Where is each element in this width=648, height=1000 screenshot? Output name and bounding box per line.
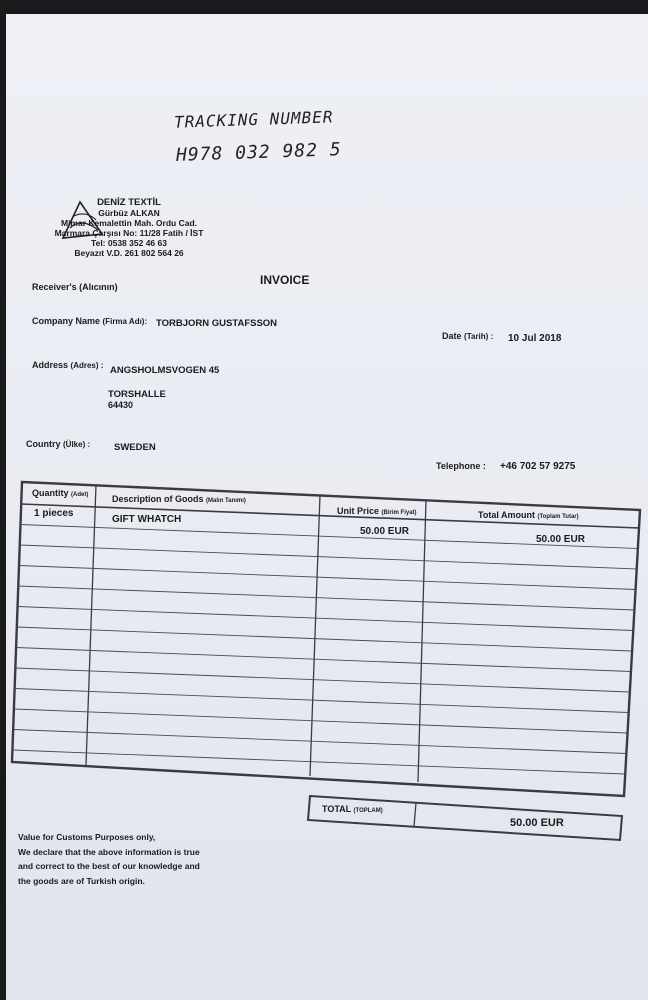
company-name: DENİZ TEXTİL [97, 197, 161, 208]
total-label: TOTAL (TOPLAM) [322, 804, 383, 814]
row-1-unit-price: 50.00 EUR [360, 526, 409, 537]
handwritten-tracking-label: TRACKING NUMBER [173, 107, 334, 132]
header-total-amount: Total Amount (Toplam Tutar) [478, 510, 579, 520]
company-phone: Tel: 0538 352 46 63 [91, 238, 167, 248]
date-label: Date (Tarih) : [442, 331, 494, 341]
handwritten-tracking-number: H978 032 982 5 [175, 139, 343, 166]
address-line-3: 64430 [108, 400, 134, 410]
company-name-label: Company Name (Firma Adı): [32, 316, 148, 326]
receiver-label: Receiver's (Alıcının) [32, 282, 118, 292]
declaration-line-4: the goods are of Turkish origin. [18, 875, 145, 886]
declaration-line-2: We declare that the above information is true [18, 846, 200, 857]
address-label: Address (Adres) : [32, 360, 104, 370]
country-label: Country (Ülke) : [26, 439, 91, 449]
telephone-value: +46 702 57 9275 [500, 461, 576, 472]
row-1-quantity: 1 pieces [34, 508, 74, 519]
header-unit-price: Unit Price (Birim Fiyat) [337, 506, 417, 516]
country-value: SWEDEN [114, 442, 156, 453]
declaration-line-1: Value for Customs Purposes only, [18, 832, 156, 842]
row-1-description: GIFT WHATCH [112, 514, 182, 525]
company-tax: Beyazıt V.D. 261 802 564 26 [74, 248, 184, 258]
invoice-title: INVOICE [260, 273, 310, 287]
row-1-total: 50.00 EUR [536, 534, 585, 545]
address-line-1: ANGSHOLMSVOGEN 45 [110, 365, 220, 376]
total-value: 50.00 EUR [510, 817, 564, 829]
company-address-1: Mimar Kemalettin Mah. Ordu Cad. [60, 218, 198, 228]
customs-declaration [18, 830, 200, 888]
address-line-2: TORSHALLE [108, 389, 166, 400]
company-address-2: Marmara Çarşısı No: 11/28 Fatih / İST [54, 228, 204, 238]
header-description: Description of Goods (Malın Tanımı) [112, 494, 246, 504]
receiver-company-name: TORBJORN GUSTAFSSON [156, 318, 278, 329]
declaration-line-3: and correct to the best of our knowledge and [18, 861, 200, 871]
company-owner: Gürbüz ALKAN [98, 208, 160, 218]
telephone-label: Telephone : [436, 461, 486, 471]
invoice-date: 10 Jul 2018 [508, 333, 562, 344]
header-quantity: Quantity (Adet) [32, 488, 89, 498]
